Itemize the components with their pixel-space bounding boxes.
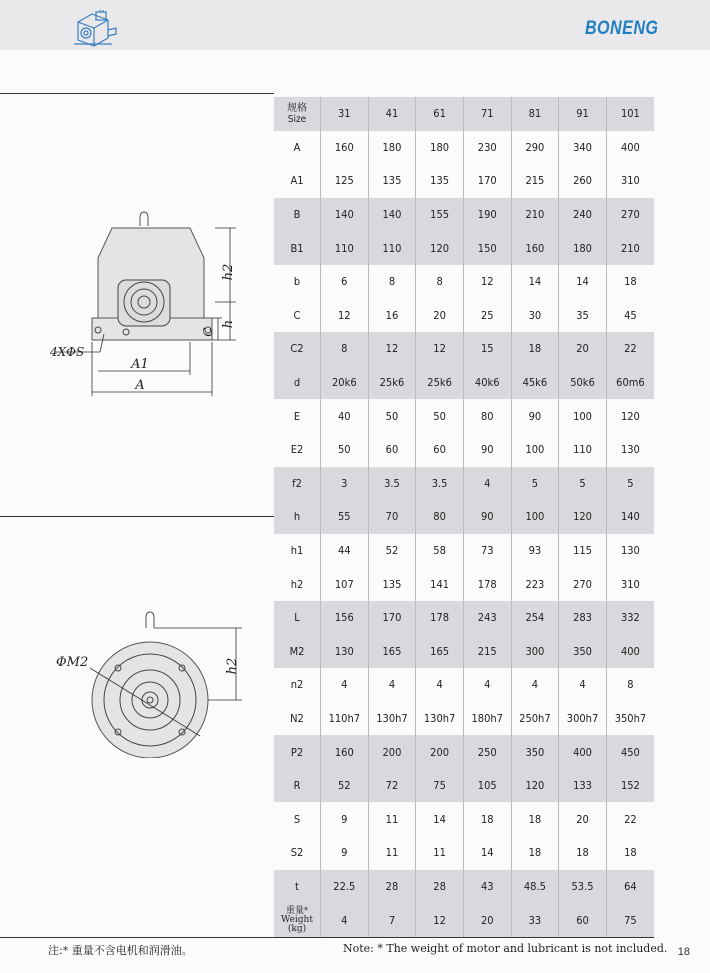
table-cell: 210 xyxy=(511,198,559,232)
c-label: C xyxy=(201,327,215,337)
table-cell: 300 xyxy=(511,635,559,669)
table-cell: 107 xyxy=(321,567,369,601)
table-cell: 4 xyxy=(463,467,511,501)
table-cell: 350 xyxy=(511,735,559,769)
table-cell: 100 xyxy=(559,399,607,433)
row-label: h1 xyxy=(290,544,304,558)
table-cell: 178 xyxy=(416,601,464,635)
row-label: N2 xyxy=(290,711,304,725)
table-cell: 4 xyxy=(416,668,464,702)
table-cell: 14 xyxy=(416,802,464,836)
row-label: E2 xyxy=(290,443,304,457)
table-cell: 20k6 xyxy=(321,366,369,400)
table-cell: 12 xyxy=(463,265,511,299)
table-cell: 120 xyxy=(559,500,607,534)
table-cell: 35 xyxy=(559,299,607,333)
table-cell: 125 xyxy=(321,164,369,198)
table-cell: 100 xyxy=(511,500,559,534)
table-cell: 16 xyxy=(368,299,416,333)
weight-label-en: Weight xyxy=(281,914,313,925)
table-cell: 22 xyxy=(606,802,654,836)
row-label: b xyxy=(293,275,301,289)
table-cell: 8 xyxy=(321,332,369,366)
table-cell: 283 xyxy=(559,601,607,635)
footnote-english: Note: * The weight of motor and lubricant is not included. xyxy=(343,942,668,955)
table-cell: 215 xyxy=(463,635,511,669)
table-cell: 18 xyxy=(511,836,559,870)
table-cell: 135 xyxy=(368,567,416,601)
table-cell: 141 xyxy=(416,567,464,601)
table-cell: 45k6 xyxy=(511,366,559,400)
table-cell: 110h7 xyxy=(321,702,369,736)
table-cell: 50 xyxy=(321,433,369,467)
table-cell: 130 xyxy=(606,433,654,467)
table-row xyxy=(274,332,654,366)
table-cell: 300h7 xyxy=(559,702,607,736)
table-cell: 254 xyxy=(511,601,559,635)
table-cell: 180 xyxy=(559,231,607,265)
table-cell: 18 xyxy=(606,265,654,299)
row-label: d xyxy=(274,366,321,400)
table-cell: 90 xyxy=(463,500,511,534)
size-column-header: 31 xyxy=(321,97,369,131)
table-row xyxy=(274,399,654,433)
table-cell: 80 xyxy=(463,399,511,433)
table-cell: 14 xyxy=(559,265,607,299)
row-label: M2 xyxy=(274,635,321,669)
size-column-header: 81 xyxy=(511,97,559,131)
table-cell: 50 xyxy=(368,399,416,433)
row-label: A1 xyxy=(290,174,304,188)
table-cell: 290 xyxy=(511,131,559,165)
table-cell: 130h7 xyxy=(368,702,416,736)
table-cell: 22 xyxy=(606,332,654,366)
row-label: B1 xyxy=(274,231,321,265)
table-cell: 53.5 xyxy=(559,870,607,904)
table-cell: 200 xyxy=(416,735,464,769)
weight-cell: 75 xyxy=(606,903,654,937)
row-label: C2 xyxy=(274,332,321,366)
row-label: A xyxy=(293,140,301,154)
table-cell: 30 xyxy=(511,299,559,333)
table-cell: 120 xyxy=(606,399,654,433)
table-cell: 12 xyxy=(416,332,464,366)
table-cell: 133 xyxy=(559,769,607,803)
weight-cell: 60 xyxy=(559,903,607,937)
table-cell: 120 xyxy=(511,769,559,803)
table-row xyxy=(274,534,654,568)
table-cell: 93 xyxy=(511,534,559,568)
size-header-row xyxy=(274,97,654,131)
a-label: A xyxy=(135,378,145,393)
table-cell: 135 xyxy=(368,164,416,198)
table-cell: 180 xyxy=(368,131,416,165)
table-cell: 14 xyxy=(463,836,511,870)
table-cell: 310 xyxy=(606,164,654,198)
footnote-chinese: 注:* 重量不含电机和润滑油。 xyxy=(48,944,193,957)
table-cell: 9 xyxy=(321,802,369,836)
table-cell: 165 xyxy=(416,635,464,669)
table-cell: 210 xyxy=(606,231,654,265)
row-label: t xyxy=(274,870,321,904)
table-cell: 160 xyxy=(321,735,369,769)
table-row xyxy=(274,198,654,232)
table-cell: 12 xyxy=(368,332,416,366)
table-cell: 8 xyxy=(368,265,416,299)
side-view-drawing xyxy=(50,608,260,758)
table-cell: 115 xyxy=(559,534,607,568)
table-cell: 18 xyxy=(511,802,559,836)
dimension-table xyxy=(274,97,654,937)
table-cell: 18 xyxy=(559,836,607,870)
table-cell: 140 xyxy=(606,500,654,534)
table-cell: 270 xyxy=(559,567,607,601)
table-cell: 90 xyxy=(463,433,511,467)
table-cell: 50k6 xyxy=(559,366,607,400)
table-cell: 11 xyxy=(416,836,464,870)
table-row xyxy=(274,265,654,299)
table-cell: 250h7 xyxy=(511,702,559,736)
row-label: h xyxy=(274,500,321,534)
table-cell: 12 xyxy=(321,299,369,333)
row-label: C xyxy=(293,308,301,322)
table-cell: 20 xyxy=(559,332,607,366)
table-cell: 243 xyxy=(463,601,511,635)
row-label: h2 xyxy=(290,577,304,591)
table-cell: 9 xyxy=(321,836,369,870)
table-cell: 52 xyxy=(368,534,416,568)
row-label: P2 xyxy=(274,735,321,769)
table-cell: 152 xyxy=(606,769,654,803)
weight-cell: 12 xyxy=(416,903,464,937)
table-cell: 18 xyxy=(511,332,559,366)
table-cell: 140 xyxy=(321,198,369,232)
table-cell: 180 xyxy=(416,131,464,165)
side-h2-label: h2 xyxy=(225,657,240,675)
size-column-header: 41 xyxy=(368,97,416,131)
table-cell: 18 xyxy=(463,802,511,836)
weight-cell: 33 xyxy=(511,903,559,937)
table-cell: 8 xyxy=(416,265,464,299)
weight-cell: 20 xyxy=(463,903,511,937)
table-cell: 11 xyxy=(368,836,416,870)
table-row xyxy=(274,635,654,669)
table-cell: 170 xyxy=(368,601,416,635)
table-cell: 400 xyxy=(606,635,654,669)
bottom-divider-line xyxy=(0,937,654,938)
table-row xyxy=(274,567,654,601)
table-cell: 3 xyxy=(321,467,369,501)
table-cell: 75 xyxy=(416,769,464,803)
table-cell: 60m6 xyxy=(606,366,654,400)
table-cell: 58 xyxy=(416,534,464,568)
table-cell: 14 xyxy=(511,265,559,299)
table-row xyxy=(274,870,654,904)
page-header xyxy=(0,0,710,50)
table-row xyxy=(274,366,654,400)
table-cell: 190 xyxy=(463,198,511,232)
table-cell: 20 xyxy=(559,802,607,836)
table-cell: 180h7 xyxy=(463,702,511,736)
table-cell: 110 xyxy=(559,433,607,467)
table-cell: 350h7 xyxy=(606,702,654,736)
table-cell: 4 xyxy=(368,668,416,702)
table-cell: 28 xyxy=(368,870,416,904)
table-cell: 140 xyxy=(368,198,416,232)
table-cell: 165 xyxy=(368,635,416,669)
table-cell: 215 xyxy=(511,164,559,198)
weight-label-cn: 重量* xyxy=(285,905,309,916)
table-cell: 340 xyxy=(559,131,607,165)
front-view-drawing xyxy=(40,200,260,400)
size-column-header: 91 xyxy=(559,97,607,131)
table-cell: 105 xyxy=(463,769,511,803)
table-row xyxy=(274,735,654,769)
table-cell: 52 xyxy=(321,769,369,803)
table-cell: 5 xyxy=(511,467,559,501)
table-cell: 110 xyxy=(321,231,369,265)
weight-row xyxy=(274,903,654,937)
weight-label-cell xyxy=(274,903,321,937)
table-cell: 270 xyxy=(606,198,654,232)
table-cell: 28 xyxy=(416,870,464,904)
table-cell: 130h7 xyxy=(416,702,464,736)
table-row xyxy=(274,231,654,265)
table-cell: 4 xyxy=(321,668,369,702)
table-cell: 3.5 xyxy=(416,467,464,501)
size-header-cn: 规格 xyxy=(287,102,307,114)
h-label: h xyxy=(221,319,236,329)
table-row xyxy=(274,601,654,635)
table-cell: 100 xyxy=(511,433,559,467)
row-label: n2 xyxy=(290,678,304,692)
row-label: E xyxy=(293,409,301,423)
table-cell: 15 xyxy=(463,332,511,366)
table-row xyxy=(274,467,654,501)
table-cell: 135 xyxy=(416,164,464,198)
table-cell: 150 xyxy=(463,231,511,265)
gear-reducer-logo-icon xyxy=(72,8,118,48)
row-label: S xyxy=(293,812,301,826)
table-cell: 20 xyxy=(416,299,464,333)
weight-cell: 7 xyxy=(368,903,416,937)
table-cell: 130 xyxy=(606,534,654,568)
size-header-en: Size xyxy=(287,113,307,125)
table-cell: 25 xyxy=(463,299,511,333)
table-cell: 73 xyxy=(463,534,511,568)
table-row xyxy=(274,702,654,736)
table-cell: 6 xyxy=(321,265,369,299)
table-cell: 250 xyxy=(463,735,511,769)
row-label: S2 xyxy=(290,846,304,860)
table-cell: 48.5 xyxy=(511,870,559,904)
table-cell: 223 xyxy=(511,567,559,601)
middle-divider-line xyxy=(0,516,274,517)
table-cell: 178 xyxy=(463,567,511,601)
table-cell: 45 xyxy=(606,299,654,333)
bolt-hole-label: 4XΦS xyxy=(50,345,85,359)
size-header-cell xyxy=(274,97,321,131)
weight-label-unit: (kg) xyxy=(287,923,307,934)
table-cell: 44 xyxy=(321,534,369,568)
table-row xyxy=(274,433,654,467)
size-column-header: 101 xyxy=(606,97,654,131)
table-cell: 3.5 xyxy=(368,467,416,501)
table-cell: 400 xyxy=(606,131,654,165)
table-cell: 120 xyxy=(416,231,464,265)
table-row xyxy=(274,164,654,198)
table-cell: 400 xyxy=(559,735,607,769)
table-cell: 350 xyxy=(559,635,607,669)
table-cell: 40 xyxy=(321,399,369,433)
table-row xyxy=(274,299,654,333)
table-cell: 22.5 xyxy=(321,870,369,904)
table-cell: 240 xyxy=(559,198,607,232)
table-cell: 155 xyxy=(416,198,464,232)
table-cell: 8 xyxy=(606,668,654,702)
table-cell: 5 xyxy=(606,467,654,501)
top-divider-line xyxy=(0,93,274,94)
table-cell: 4 xyxy=(511,668,559,702)
table-cell: 64 xyxy=(606,870,654,904)
table-cell: 60 xyxy=(416,433,464,467)
table-cell: 90 xyxy=(511,399,559,433)
table-cell: 60 xyxy=(368,433,416,467)
table-cell: 170 xyxy=(463,164,511,198)
table-row xyxy=(274,802,654,836)
table-row xyxy=(274,500,654,534)
row-label: R xyxy=(274,769,321,803)
m2-diameter-label: ΦM2 xyxy=(56,655,89,670)
table-cell: 332 xyxy=(606,601,654,635)
table-cell: 43 xyxy=(463,870,511,904)
table-cell: 160 xyxy=(511,231,559,265)
table-cell: 230 xyxy=(463,131,511,165)
row-label: B xyxy=(274,198,321,232)
h2-label: h2 xyxy=(221,263,236,281)
table-row xyxy=(274,769,654,803)
table-row xyxy=(274,668,654,702)
table-cell: 260 xyxy=(559,164,607,198)
weight-cell: 4 xyxy=(321,903,369,937)
table-row xyxy=(274,131,654,165)
row-label: f2 xyxy=(274,467,321,501)
brand-logo-text: BONENG xyxy=(584,18,658,39)
table-cell: 200 xyxy=(368,735,416,769)
row-label: L xyxy=(274,601,321,635)
table-cell: 72 xyxy=(368,769,416,803)
size-column-header: 61 xyxy=(416,97,464,131)
table-cell: 160 xyxy=(321,131,369,165)
table-cell: 40k6 xyxy=(463,366,511,400)
table-cell: 11 xyxy=(368,802,416,836)
table-cell: 70 xyxy=(368,500,416,534)
a1-label: A1 xyxy=(131,357,149,372)
table-cell: 25k6 xyxy=(416,366,464,400)
table-cell: 310 xyxy=(606,567,654,601)
table-cell: 130 xyxy=(321,635,369,669)
table-cell: 4 xyxy=(559,668,607,702)
table-cell: 450 xyxy=(606,735,654,769)
table-cell: 25k6 xyxy=(368,366,416,400)
table-cell: 80 xyxy=(416,500,464,534)
page-number: 18 xyxy=(677,946,690,958)
table-cell: 18 xyxy=(606,836,654,870)
table-cell: 5 xyxy=(559,467,607,501)
table-cell: 156 xyxy=(321,601,369,635)
size-column-header: 71 xyxy=(463,97,511,131)
table-cell: 55 xyxy=(321,500,369,534)
table-cell: 110 xyxy=(368,231,416,265)
table-cell: 50 xyxy=(416,399,464,433)
table-cell: 4 xyxy=(463,668,511,702)
table-row xyxy=(274,836,654,870)
